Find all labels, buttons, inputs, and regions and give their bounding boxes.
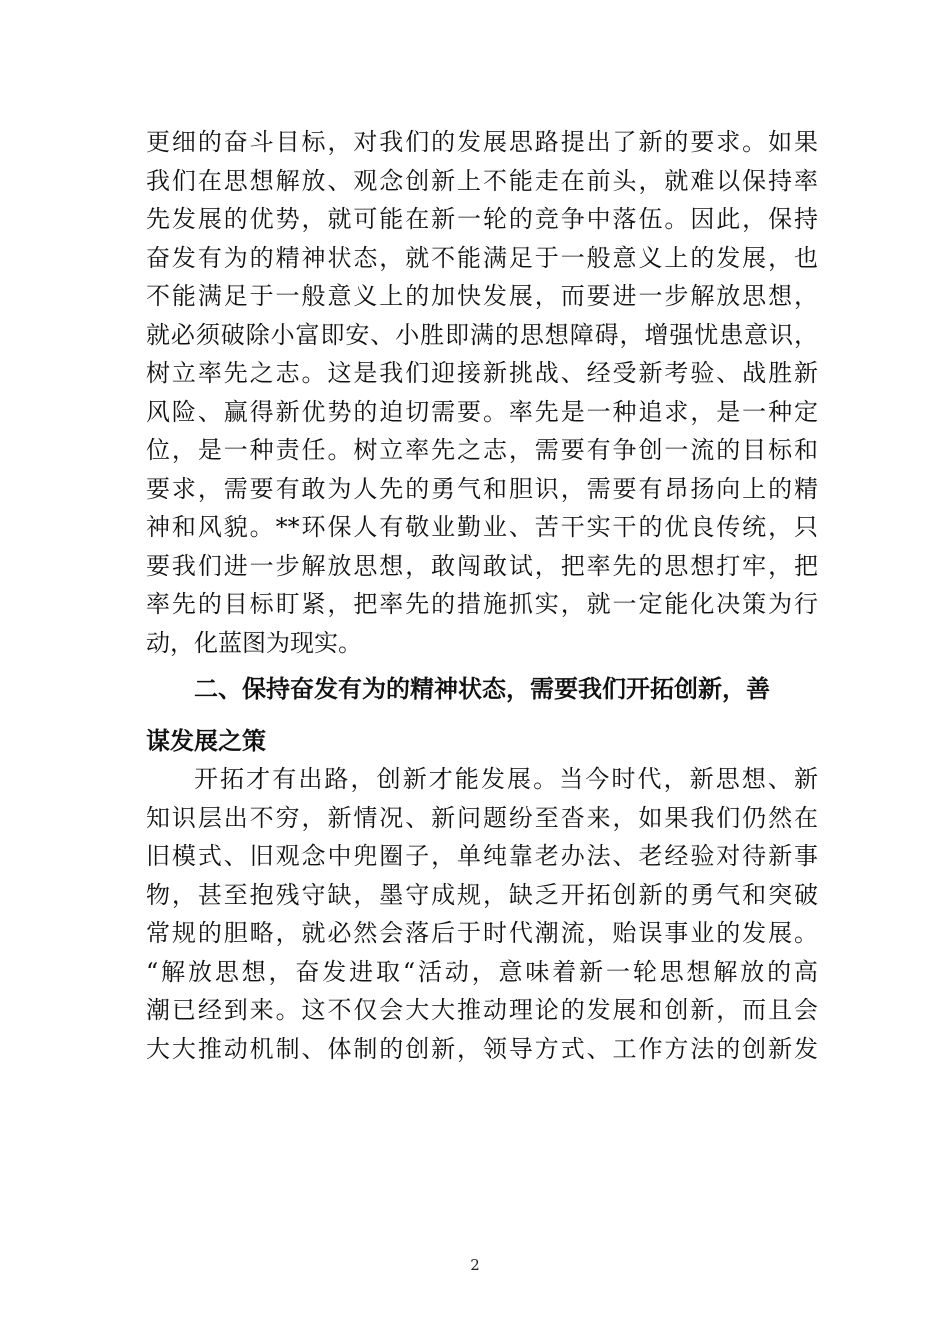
paragraph-line: 不能满足于一般意义上的加快发展，而要进一步解放思想，: [146, 282, 818, 310]
section-heading-line: 谋发展之策: [146, 727, 266, 755]
paragraph-line: 要我们进一步解放思想，敢闯敢试，把率先的思想打牢，把: [146, 551, 818, 580]
section-heading: [146, 668, 818, 762]
paragraph-line: 常规的胆略，就必然会落后于时代潮流，贻误事业的发展。: [146, 919, 818, 947]
section-heading-line: 二、保持奋发有为的精神状态，需要我们开拓创新，善: [194, 675, 770, 703]
paragraph-line: 树立率先之志。这是我们迎接新挑战、经受新考验、战胜新: [146, 359, 818, 387]
paragraph-line: 潮已经到来。这不仅会大大推动理论的发展和创新，而且会: [146, 996, 818, 1024]
paragraph-line: 就必须破除小富即安、小胜即满的思想障碍，增强忧患意识，: [146, 320, 818, 349]
paragraph-line: 神和风貌。**环保人有敬业勤业、苦干实干的优良传统，只: [146, 513, 818, 541]
paragraph-2: [146, 760, 818, 1068]
paragraph-line: 要求，需要有敢为人先的勇气和胆识，需要有昂扬向上的精: [146, 474, 818, 503]
paragraph-1: [146, 123, 818, 662]
paragraph-line: 风险、赢得新优势的迫切需要。率先是一种追求，是一种定: [146, 397, 818, 426]
paragraph-line: 先发展的优势，就可能在新一轮的竞争中落伍。因此，保持: [146, 205, 818, 233]
paragraph-line: 开拓才有出路，创新才能发展。当今时代，新思想、新: [194, 765, 818, 793]
paragraph-line: 知识层出不穷，新情况、新问题纷至沓来，如果我们仍然在: [146, 803, 818, 832]
paragraph-line: “解放思想，奋发进取“活动，意味着新一轮思想解放的高: [146, 957, 818, 986]
page-number: 2: [470, 1256, 480, 1274]
paragraph-line: 位，是一种责任。树立率先之志，需要有争创一流的目标和: [146, 436, 818, 464]
paragraph-line: 旧模式、旧观念中兜圈子，单纯靠老办法、老经验对待新事: [146, 842, 818, 870]
paragraph-line: 率先的目标盯紧，把率先的措施抓实，就一定能化决策为行: [146, 590, 818, 618]
paragraph-line: 更细的奋斗目标，对我们的发展思路提出了新的要求。如果: [146, 128, 818, 156]
paragraph-line: 动，化蓝图为现实。: [146, 628, 362, 657]
paragraph-line: 奋发有为的精神状态，就不能满足于一般意义上的发展，也: [146, 243, 818, 272]
paragraph-line: 我们在思想解放、观念创新上不能走在前头，就难以保持率: [146, 166, 818, 195]
paragraph-line: 大大推动机制、体制的创新，领导方式、工作方法的创新发: [146, 1034, 818, 1063]
paragraph-line: 物，甚至抱残守缺，墨守成规，缺乏开拓创新的勇气和突破: [146, 880, 818, 909]
